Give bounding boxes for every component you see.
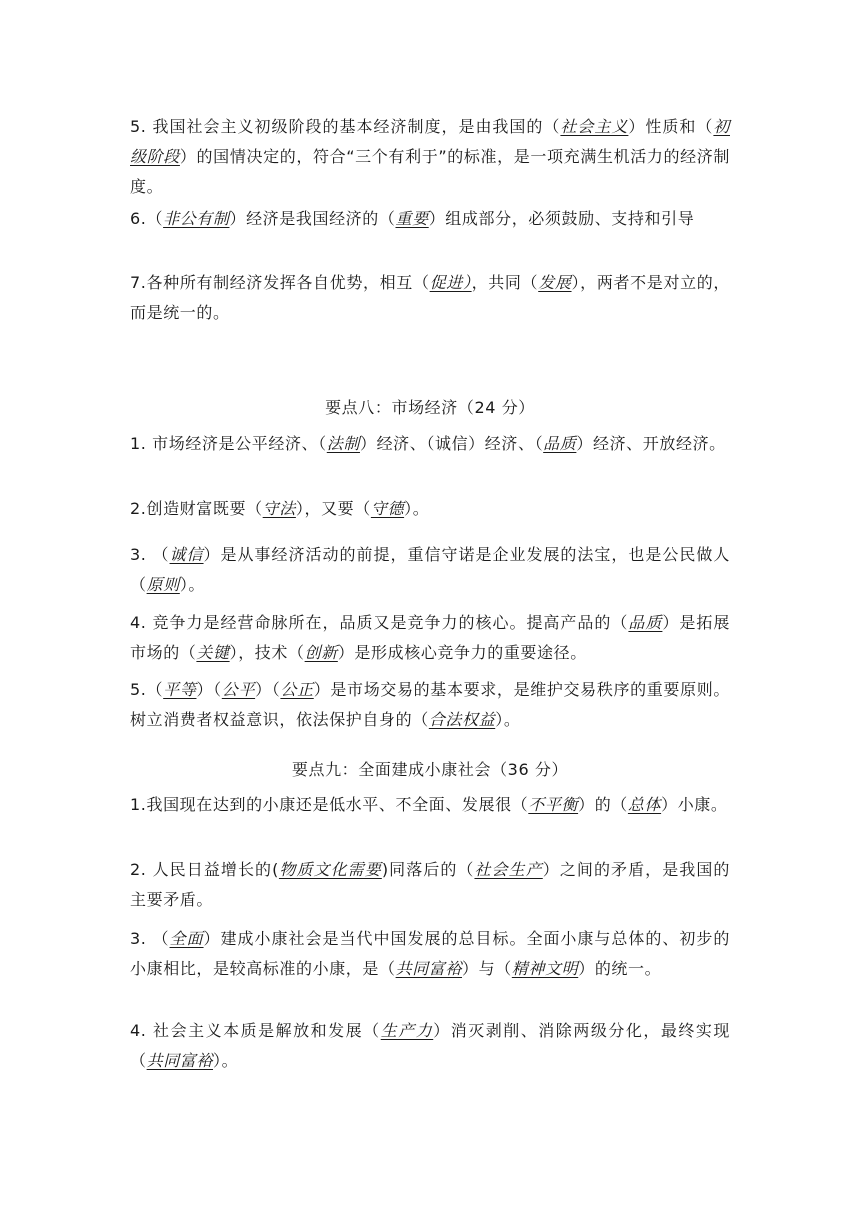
body-text: ）（ (255, 680, 281, 699)
body-text: ）是形成核心竞争力的重要途径。 (337, 643, 587, 662)
body-text: ）小康。 (661, 795, 728, 814)
body-text: 4. 竞争力是经营命脉所在，品质又是竞争力的核心。提高产品的（ (130, 613, 629, 632)
answer-text: 物质文化需要 (278, 860, 382, 879)
body-text: 4. 社会主义本质是解放和发展（ (130, 1021, 381, 1040)
body-text: ）消灭剥削、消除两级分化，最终实现（ (130, 1021, 730, 1070)
body-text: )同落后的（ (381, 860, 475, 879)
answer-text: 守法 (262, 499, 296, 518)
body-text: ，共同（ (471, 273, 539, 292)
body-text: ）建成小康社会是当代中国发展的总目标。全面小康与总体的、初步的小康相比，是较高标准的小康，是（ (130, 929, 730, 978)
answer-text: 守德 (370, 499, 405, 518)
body-text: ）的统一。 (578, 959, 662, 978)
body-text: 7.各种所有制经济发挥各自优势，相互（ (130, 273, 430, 292)
answer-text: 社会主义 (560, 117, 629, 136)
answer-text: 重要 (395, 209, 429, 228)
answer-text: 社会生产 (474, 860, 543, 879)
answer-text: 公平 (221, 680, 256, 699)
body-text: 1. 市场经济是公平经济、（ (130, 434, 327, 453)
answer-text: 平等 (163, 680, 197, 699)
body-text: ）的国情决定的，符合“三个有利于”的标准，是一项充满生机活力的经济制度。 (130, 147, 730, 196)
answer-text: 合法权益 (428, 710, 496, 729)
answer-text: 全面 (169, 929, 204, 948)
section-8-item-1 (130, 429, 730, 459)
body-text: ），又要（ (295, 499, 371, 518)
paragraph-7 (130, 268, 730, 328)
body-text: 2.创造财富既要（ (130, 499, 263, 518)
answer-text: 促进） (429, 273, 472, 292)
section-8-item-3 (130, 540, 730, 600)
section-9-item-4 (130, 1016, 730, 1076)
body-text: ）之间的矛盾，是我国的主要矛盾。 (130, 860, 731, 909)
body-text: ）。 (213, 1051, 239, 1070)
answer-text: 共同富裕 (395, 959, 463, 978)
section-9-heading: 要点九：全面建成小康社会（36 分） (291, 760, 569, 779)
paragraph-5 (130, 112, 730, 202)
body-text: ）经济、开放经济。 (576, 434, 726, 453)
body-text: ）。 (495, 710, 521, 729)
body-text: ）是从事经济活动的前提，重信守诺是企业发展的法宝，也是公民做人（ (130, 545, 730, 594)
answer-text: 关键 (196, 643, 230, 662)
body-text: ），技术（ (229, 643, 305, 662)
body-text: ）是拓展市场的（ (130, 613, 731, 662)
body-text: 3. （ (130, 545, 170, 564)
answer-text: 诚信 (169, 545, 204, 564)
paragraph-6 (130, 204, 730, 234)
section-8-item-2 (130, 494, 730, 524)
body-text: ）是市场交易的基本要求，是维护交易秩序的重要原则。树立消费者权益意识，依法保护自身的（ (130, 680, 730, 729)
answer-text: 发展 (538, 273, 572, 292)
answer-text: 法制 (326, 434, 360, 453)
body-text: 5. 我国社会主义初级阶段的基本经济制度，是由我国的（ (130, 117, 561, 136)
body-text: ），两者不是对立的，而是统一的。 (130, 273, 731, 322)
answer-text: 不平衡 (528, 795, 579, 814)
answer-text: 初级阶段 (130, 117, 730, 166)
answer-text: 创新 (304, 643, 338, 662)
body-text: 5.（ (130, 680, 164, 699)
answer-text: 总体 (627, 795, 662, 814)
answer-text: 公正 (280, 680, 314, 699)
body-text: ）。 (179, 575, 206, 594)
body-text: ）与（ (462, 959, 512, 978)
body-text: 6.（ (130, 209, 164, 228)
body-text: ）组成部分，必须鼓励、支持和引导 (428, 209, 695, 228)
answer-text: 品质 (628, 613, 663, 632)
answer-text: 生产力 (380, 1021, 434, 1040)
section-9-item-3 (130, 924, 730, 984)
body-text: ）经济是我国经济的（ (229, 209, 396, 228)
body-text: 2. 人民日益增长的( (130, 860, 279, 879)
section-8-item-5 (130, 675, 730, 735)
answer-text: 非公有制 (163, 209, 230, 228)
answer-text: 品质 (543, 434, 577, 453)
body-text: ）的（ (578, 795, 628, 814)
answer-text: 共同富裕 (146, 1051, 214, 1070)
body-text: ）（ (196, 680, 222, 699)
body-text: ）经济、（诚信）经济、（ (359, 434, 544, 453)
section-8-item-4 (130, 608, 730, 668)
body-text: ）性质和（ (628, 117, 714, 136)
section-9-item-2 (130, 855, 730, 915)
body-text: 1.我国现在达到的小康还是低水平、不全面、发展很（ (130, 795, 529, 814)
body-text: ）。 (404, 499, 430, 518)
section-8-heading: 要点八：市场经济（24 分） (325, 398, 535, 417)
answer-text: 原则 (146, 575, 180, 594)
body-text: 3. （ (130, 929, 170, 948)
section-9-item-1 (130, 790, 730, 820)
answer-text: 精神文明 (511, 959, 579, 978)
